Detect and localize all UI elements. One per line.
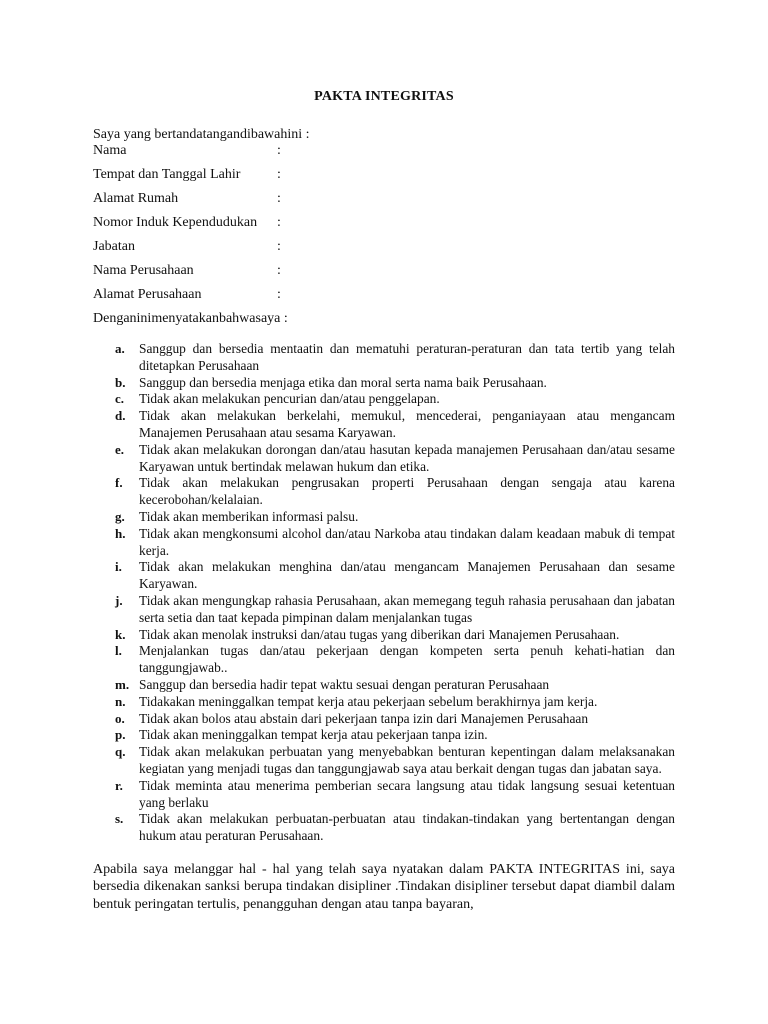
list-item-text: Tidak akan melakukan pencurian dan/atau penggelapan. (139, 391, 440, 407)
list-marker: d. (115, 408, 126, 424)
list-marker: r. (115, 777, 123, 793)
field-label: Jabatan (93, 239, 135, 254)
field-label: Nama (93, 143, 127, 158)
list-item (93, 711, 675, 728)
list-item (93, 727, 675, 744)
list-marker: a. (115, 341, 125, 356)
field-colon: : (277, 191, 281, 206)
field-nama (93, 143, 675, 159)
list-item (93, 627, 675, 644)
list-item-text: Tidak akan melakukan pengrusakan properti Perusahaan dengan sengaja atau karena kecerobohan/kelalaian. (139, 475, 675, 508)
list-item-text: Tidak akan menolak instruksi dan/atau tugas yang diberikan dari Manajemen Perusahaan. (139, 626, 620, 642)
list-item-text: Tidak akan melakukan menghina dan/atau mengancam Manajemen Perusahaan dan sesame Karyawan. (139, 559, 675, 592)
list-marker: n. (115, 693, 126, 709)
field-colon: : (277, 143, 281, 158)
list-marker: s. (115, 811, 124, 827)
list-item (93, 643, 675, 677)
list-item-text: Sanggup dan bersedia menjaga etika dan moral serta nama baik Perusahaan. (139, 374, 547, 390)
list-marker: l. (115, 643, 122, 659)
list-marker: g. (115, 508, 125, 524)
list-item (93, 593, 675, 627)
list-item (93, 341, 675, 375)
list-item-text: Tidak akan bolos atau abstain dari pekerjaan tanpa izin dari Manajemen Perusahaan (139, 710, 589, 726)
field-colon: : (277, 167, 281, 182)
document-title: PAKTA INTEGRITAS (314, 89, 454, 104)
list-item-text: Menjalankan tugas dan/atau pekerjaan dengan kompeten serta penuh kehati-hatian dan tanggungjawab.. (139, 643, 675, 676)
list-marker: k. (115, 626, 126, 642)
list-item (93, 391, 675, 408)
list-item (93, 694, 675, 711)
list-item (93, 526, 675, 560)
field-nik (93, 215, 675, 231)
list-marker: j. (115, 592, 123, 608)
list-marker: p. (115, 727, 126, 743)
list-marker: q. (115, 744, 126, 760)
list-item-text: Tidak akan melakukan perbuatan-perbuatan atau tindakan-tindakan yang bertentangan dengan hukum atau peraturan Perusahaan. (139, 811, 675, 844)
field-label: Alamat Perusahaan (93, 287, 202, 302)
intro-text: Saya yang bertandatangandibawahini : (93, 127, 310, 142)
field-colon: : (277, 263, 281, 278)
list-item-text: Sanggup dan bersedia mentaatin dan mematuhi peraturan-peraturan dan tata tertib yang telah ditetapkan Perusahaan (139, 341, 675, 373)
list-marker: b. (115, 374, 126, 390)
field-label: Tempat dan Tanggal Lahir (93, 167, 241, 182)
field-colon: : (277, 215, 281, 230)
field-jabatan (93, 239, 675, 255)
field-alamat-rumah (93, 191, 675, 207)
list-item-text: Tidak akan meninggalkan tempat kerja atau pekerjaan tanpa izin. (139, 727, 488, 743)
list-item-text: Tidak akan mengungkap rahasia Perusahaan, akan memegang teguh rahasia perusahaan dan jabatan serta setia dan taat kepada pimpinan dalam menjalankan tugas (139, 592, 675, 625)
field-colon: : (277, 287, 281, 302)
list-marker: f. (115, 475, 123, 491)
list-marker: o. (115, 710, 125, 726)
list-item-text: Sanggup dan bersedia hadir tepat waktu sesuai dengan peraturan Perusahaan (139, 676, 550, 692)
list-item (93, 375, 675, 392)
field-label: Nomor Induk Kependudukan (93, 215, 258, 230)
list-item-text: Tidak akan melakukan dorongan dan/atau hasutan kepada manajemen Perusahaan dan/atau sesame Karyawan untuk bertindak melawan hukum dan etika. (139, 441, 675, 474)
list-item (93, 778, 675, 812)
field-colon: : (277, 239, 281, 254)
field-tempat-tanggal-lahir (93, 167, 675, 183)
list-item-text: Tidak akan melakukan berkelahi, memukul, mencederai, penganiayaan atau mengancam Manajemen Perusahaan atau sesama Karyawan. (139, 408, 675, 440)
list-marker: i. (115, 559, 122, 575)
list-item-text: Tidak meminta atau menerima pemberian secara langsung atau tidak langsung sesuai ketentuan yang berlaku (139, 777, 675, 810)
list-item (93, 811, 675, 845)
list-item (93, 677, 675, 694)
list-item (93, 509, 675, 526)
field-label: Nama Perusahaan (93, 263, 194, 278)
field-label: Alamat Rumah (93, 191, 179, 206)
list-item (93, 442, 675, 476)
field-nama-perusahaan (93, 263, 675, 279)
declaration-list (93, 341, 675, 845)
list-item (93, 475, 675, 509)
list-item-text: Tidakakan meninggalkan tempat kerja atau pekerjaan sebelum berakhirnya jam kerja. (139, 693, 598, 709)
list-marker: c. (115, 391, 125, 407)
field-alamat-perusahaan (93, 287, 675, 303)
list-item-text: Tidak akan mengkonsumi alcohol dan/atau Narkoba atau tindakan dalam keadaan mabuk di tempat kerja. (139, 525, 675, 558)
document-page (93, 88, 675, 913)
list-marker: e. (115, 441, 125, 457)
list-item-text: Tidak akan melakukan perbuatan yang menyebabkan benturan kepentingan dalam melaksanakan kegiatan yang menjadi tugas dan tanggungjawab saya atau berkait dengan tugas dan jabatan saya. (139, 744, 675, 776)
closing-paragraph: Apabila saya melanggar hal - hal yang telah saya nyatakan dalam PAKTA INTEGRITAS ini, saya bersedia dikenakan sanksi berupa tindakan disipliner .Tindakan disipliner tersebut dapat diambil dalam bentuk peringatan tertulis, penangguhan dengan atau tanpa bayaran, (93, 861, 675, 912)
list-item-text: Tidak akan memberikan informasi palsu. (139, 508, 359, 524)
list-item (93, 408, 675, 442)
list-marker: h. (115, 525, 126, 541)
statement-text: Denganinimenyatakanbahwasaya : (93, 311, 288, 326)
list-marker: m. (115, 676, 130, 692)
list-item (93, 559, 675, 593)
list-item (93, 744, 675, 778)
